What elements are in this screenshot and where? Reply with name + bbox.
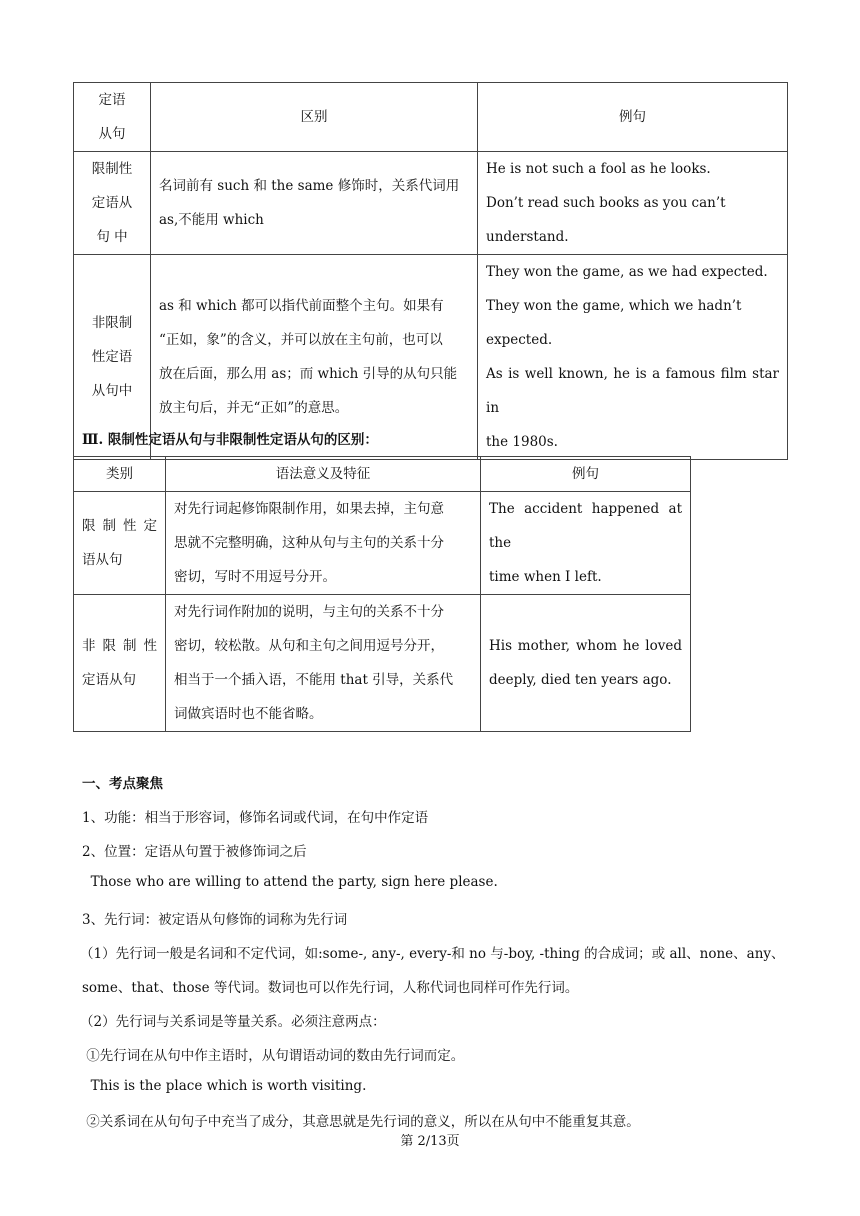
body-line: some、that、those 等代词。数词也可以作先行词，人称代词也同样可作先行词。 <box>82 980 579 996</box>
row-label: 限制性 定语从 句 中 <box>74 152 151 255</box>
header-example: 例句 <box>478 83 788 152</box>
table-row <box>74 152 788 255</box>
section-3-title: Ⅲ. 限制性定语从句与非限制性定语从句的区别： <box>82 432 378 448</box>
body-line: （2）先行词与关系词是等量关系。必须注意两点： <box>80 1014 386 1030</box>
row-features: 对先行词起修饰限制作用，如果去掉，主句意 思就不完整明确，这种从句与主句的关系十分 密切，写时不用逗号分开。 <box>166 492 481 595</box>
row-label: 限制性定 语从句 <box>74 492 166 595</box>
row-label: 非限制性 定语从句 <box>74 595 166 732</box>
header-clause-type: 定语 从句 <box>74 83 151 152</box>
body-line: （1）先行词一般是名词和不定代词，如:some-, any-, every-和 no 与-boy, -thing 的合成词；或 all、none、any、 <box>80 946 785 962</box>
table-row <box>74 595 691 732</box>
header-difference: 区别 <box>151 83 478 152</box>
row-difference: 名词前有 such 和 the same 修饰时，关系代词用 as,不能用 which <box>151 152 478 255</box>
table-row <box>74 492 691 595</box>
body-line: ②关系词在从句句子中充当了成分，其意思就是先行词的意义，所以在从句中不能重复其意。 <box>82 1114 640 1130</box>
page-number: 第 2/13页 <box>400 1134 460 1149</box>
row-features: 对先行词作附加的说明，与主句的关系不十分 密切，较松散。从句和主句之间用逗号分开， 相当于一个插入语，不能用 that 引导，关系代 词做宾语时也不能省略。 <box>166 595 481 732</box>
header-example: 例句 <box>481 457 691 492</box>
body-line: 3、先行词：被定语从句修饰的词称为先行词 <box>82 912 348 928</box>
table-header-row <box>74 457 691 492</box>
row-label: 非限制 性定语 从句中 <box>74 255 151 460</box>
body-line: ①先行词在从句中作主语时，从句谓语动词的数由先行词而定。 <box>82 1048 465 1064</box>
table-header-row <box>74 83 788 152</box>
comparison-table-as-which <box>73 82 788 460</box>
example-sentence: Those who are willing to attend the party, sign here please. <box>82 874 498 890</box>
section-1-title: 一、考点聚焦 <box>82 776 163 792</box>
header-category: 类别 <box>74 457 166 492</box>
example-sentence: This is the place which is worth visiting. <box>82 1078 367 1094</box>
body-line: 2、位置：定语从句置于被修饰词之后 <box>82 844 307 860</box>
restrictive-vs-nonrestrictive-table <box>73 456 691 732</box>
row-example: His mother, whom he loved deeply, died ten years ago. <box>481 595 691 732</box>
row-difference: as 和 which 都可以指代前面整个主句。如果有 “正如，象”的含义，并可以放在主句前，也可以 放在后面，那么用 as；而 which 引导的从句只能 放主句后，并无“正如”的意思。 <box>151 255 478 460</box>
body-line: 1、功能：相当于形容词，修饰名词或代词，在句中作定语 <box>82 810 429 826</box>
row-example: He is not such a fool as he looks. Don’t read such books as you can’t understand. <box>478 152 788 255</box>
header-features: 语法意义及特征 <box>166 457 481 492</box>
row-example: They won the game, as we had expected. They won the game, which we hadn’t expected. As is well known, he is a famous film star in the 1980s. <box>478 255 788 460</box>
row-example: The accident happened at the time when I left. <box>481 492 691 595</box>
